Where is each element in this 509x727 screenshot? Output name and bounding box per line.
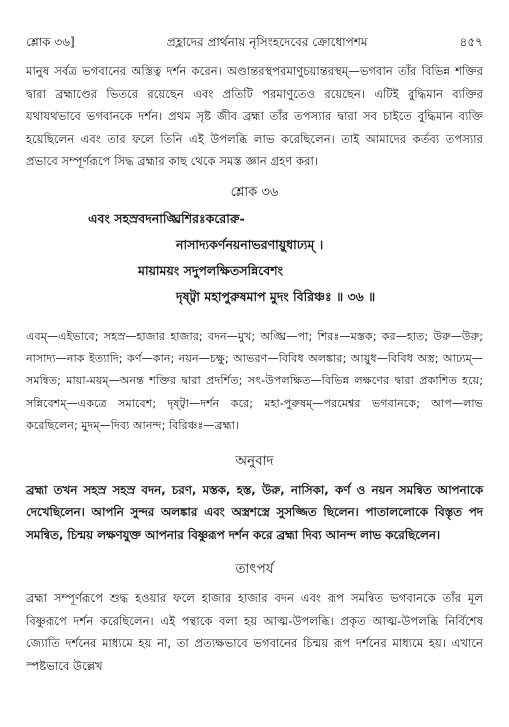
- page-number: ৪৫৭: [459, 35, 483, 49]
- previous-purport-paragraph: মানুষ সর্বত্র ভগবানের অস্তিত্ব দর্শন করেন। অণ্ডান্তরস্থপরমাণুচয়ান্তরস্থম্—ভগবান তাঁর বিভিন্ন শক্তির দ্বারা ব্রহ্মাণ্ডের ভিতরে রয়েছেন এবং প্রতিটি পরমাণুতেও রয়েছেন। এটিই বুদ্ধিমান ব্যক্তির যথাযথভাবে ভগবানকে দর্শন। প্রথম সৃষ্ট জীব ব্রহ্মা তাঁর তপস্যার দ্বারা সব চাইতে বুদ্ধিমান ব্যক্তি হয়েছিলেন এবং তার ফলে তিনি এই উপলব্ধি লাভ করেছিলেন। তাই আমাদের কর্তব্য তপস্যার প্রভাবে সম্পূর্ণরূপে সিদ্ধ ব্রহ্মার কাছ থেকে সমস্ত জ্ঞান গ্রহণ করা।: [26, 64, 483, 168]
- chapter-title: প্রহ্লাদের প্রার্থনায় নৃসিংহদেবের ক্রোধোপশম: [166, 35, 368, 49]
- verse-text: [26, 206, 483, 310]
- purport-text: ব্রহ্মা সম্পূর্ণরূপে শুদ্ধ হওয়ার ফলে হাজার হাজার বদন এবং রূপ সমন্বিত ভগবানকে তাঁর মূল বিষ্ণুরূপে দর্শন করেছিলেন। এই পন্থাকে বলা হয় আত্ম-উপলব্ধি। প্রকৃত আত্ম-উপলব্ধি নির্বিশেষ জ্যোতি দর্শনের মাধ্যমে হয় না, তা প্রত্যক্ষভাবে ভগবানের চিন্ময় রূপ দর্শনের মাধ্যমে হয়। এখানে স্পষ্টভাবে উল্লেখ: [26, 591, 483, 673]
- verse-line: নাসাদ্যকর্ণনয়নাভরণায়ুধাঢ্যম্ ।: [176, 236, 324, 252]
- verse-line: মায়াময়ং সদুপলক্ষিতসন্নিবেশং: [138, 262, 284, 278]
- verse-line: দৃষ্ট্বা মহাপুরুষমাপ মুদং বিরিঞ্চঃ ॥ ৩৬ ॥: [176, 288, 376, 304]
- translation-text: ব্রহ্মা তখন সহস্র সহস্র বদন, চরণ, মস্তক, হস্ত, উরু, নাসিকা, কর্ণ ও নয়ন সমন্বিত আপনাকে দেখেছিলেন। আপনি সুন্দর অলঙ্কার এবং অস্ত্রশস্ত্রে সুসজ্জিত ছিলেন। পাতাললোকে বিস্তৃত পদ সমন্বিত, চিন্ময় লক্ষণযুক্ত আপনার বিষ্ণুরূপ দর্শন করে ব্রহ্মা দিব্য আনন্দ লাভ করেছিলেন।: [26, 482, 483, 542]
- purport-heading: তাৎপর্য: [235, 561, 274, 578]
- verse-reference: শ্লোক ৩৬]: [26, 35, 75, 49]
- verse-line: এবং সহস্রবদনাঙ্ঘ্রিশিরঃকরোরু-: [88, 210, 245, 226]
- running-header: [26, 34, 483, 54]
- translation-heading: অনুবাদ: [235, 452, 274, 469]
- word-for-word-synonyms: এবম্—এইভাবে; সহস্র—হাজার হাজার; বদন—মুখ; অঙ্ঘ্রি—পা; শিরঃ—মস্তক; কর—হাত; উরু—উরু; নাসাদ্য—নাক ইত্যাদি; কর্ণ—কান; নয়ন—চক্ষু; আভরণ—বিবিধ অলঙ্কার; আয়ুধ—বিবিধ অস্ত্র; আঢ্যম্—সমন্বিত; মায়া-ময়ম্—অনন্ত শক্তির দ্বারা প্রদর্শিত; সৎ-উপলক্ষিত—বিভিন্ন লক্ষণের দ্বারা প্রকাশিত হয়ে; সন্নিবেশম্—একত্রে সমাবেশ; দৃষ্ট্বা—দর্শন করে; মহা-পুরুষম্—পরমেশ্বর ভগবানকে; আপ—লাভ করেছিলেন; মুদম্—দিব্য আনন্দ; বিরিঞ্চঃ—ব্রহ্মা।: [26, 329, 483, 433]
- verse-label: শ্লোক ৩৬: [230, 184, 279, 200]
